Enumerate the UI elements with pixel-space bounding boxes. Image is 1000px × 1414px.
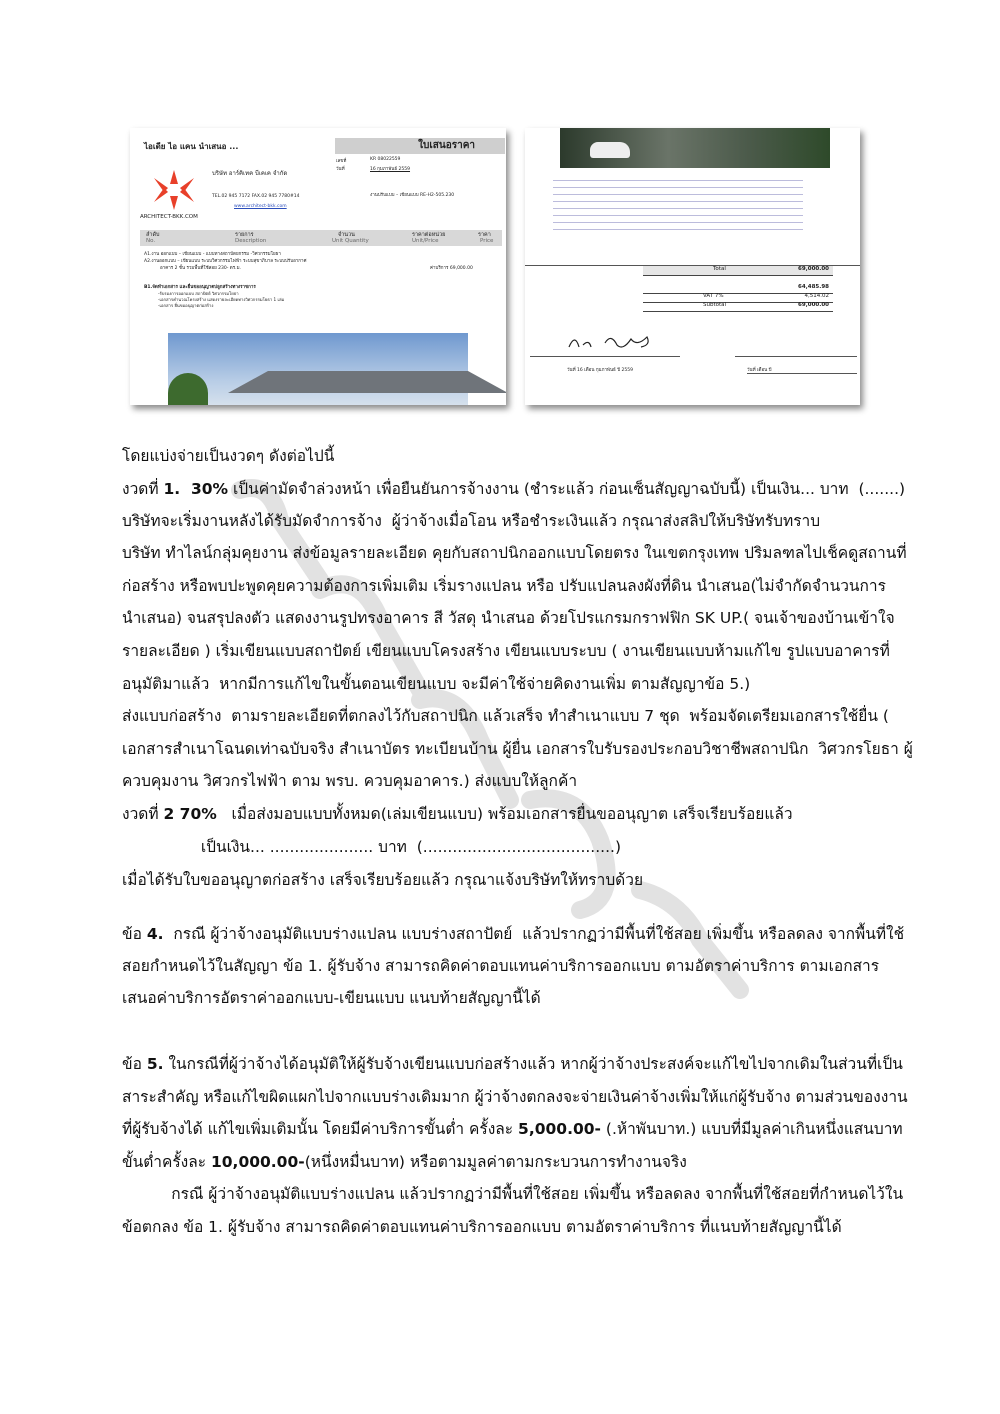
text: เอกสารสำเนาโฉนดเท่าฉบับจริง สำเนาบัตร ทะเบียนบ้าน ผู้ยื่น เอกสารใบรับรองประกอบวิชาชีพสถาปนิก วิศวกรโยธา ผู้ bbox=[122, 740, 913, 758]
quotation-title: ใบเสนอราคา bbox=[335, 138, 505, 154]
item-b1-line: -เอกสาร ยื่นขออนุญาตก่อสร้าง bbox=[158, 303, 214, 308]
col-price: ราคา bbox=[478, 232, 491, 238]
text: โดยแบ่งจ่ายเป็นงวดๆ ดังต่อไปนี้ bbox=[122, 447, 335, 465]
house-render-image bbox=[168, 333, 468, 405]
text: (.ห้าพันบาท.) แบบที่มีมูลค่าเกินหนึ่งแสนบาท bbox=[600, 1120, 903, 1138]
company-name: บริษัท อาร์คิเทค บีเคเค จำกัด bbox=[212, 170, 288, 177]
body-line bbox=[122, 870, 643, 890]
items-table-header bbox=[140, 230, 502, 246]
body-line bbox=[122, 739, 913, 759]
text: เมื่อได้รับใบขออนุญาตก่อสร้าง เสร็จเรียบร้อยแล้ว กรุณาแจ้งบริษัทให้ทราบด้วย bbox=[122, 871, 644, 889]
item-b1: B1.จัดทำเอกสาร และยื่นขออนุญาตปลูกสร้างทางราชการ bbox=[144, 285, 256, 290]
body-line bbox=[122, 956, 879, 976]
col-unit-en: Unit/Price bbox=[412, 238, 439, 244]
signer-date: วันที่ 16 เดือน กุมภาพันธ์ ปี 2559 bbox=[567, 368, 633, 373]
body-line bbox=[122, 479, 905, 499]
col-desc: รายการ bbox=[235, 232, 254, 238]
quotation-image-page2 bbox=[525, 128, 860, 405]
vat-label: VAT 7% bbox=[703, 293, 724, 299]
signature-icon bbox=[565, 331, 685, 353]
subtotal-row bbox=[643, 302, 833, 312]
text: ควบคุมงาน วิศวกรไฟฟ้า ตาม พรบ. ควบคุมอาคาร.) ส่งแบบให้ลูกค้า bbox=[122, 772, 578, 790]
body-line bbox=[122, 804, 793, 824]
bold-text: 5,000.00- bbox=[518, 1120, 601, 1138]
body-line bbox=[122, 924, 904, 944]
company-tel: TEL.02 945 7172 FAX.02 945 7780#14 bbox=[212, 194, 300, 199]
item-b1-line: -รับรองการออกแบบ สถาปัตย์ วิศวกรรมโยธา bbox=[158, 291, 239, 296]
date-label: วันที่ bbox=[336, 167, 345, 172]
body-line bbox=[122, 543, 907, 563]
bold-text: 1. 30% bbox=[163, 480, 229, 498]
text: เป็นค่ามัดจำล่วงหน้า เพื่อยืนยันการจ้างงาน (ชำระแล้ว ก่อนเซ็นสัญญาฉบับนี้) เป็นเงิน... บาท (.......) bbox=[228, 480, 906, 498]
body-line bbox=[122, 706, 889, 726]
text: บริษัท ทำไลน์กลุ่มคุยงาน ส่งข้อมูลรายละเอียด คุยกับสถาปนิกออกแบบโดยตรง ในเขตกรุงเทพ ปริมลฑลไปเช็คดูสถานที่ bbox=[122, 544, 907, 562]
item-a2: A2.งานออกแบบ – เขียนแบบ ระบบวิศวกรรมไฟฟ้า ระบบสุขาภิบาล ระบบปรับอากาศ bbox=[144, 259, 307, 264]
body-line bbox=[122, 988, 541, 1008]
text: สาระสำคัญ หรือแก้ไขผิดแผกไปจากแบบร่างเดิมมาก ผู้ว่าจ้างตกลงจะจ่ายเงินค่าจ้างเพิ่มให้แก่ผู้รับจ้าง ตามส่วนของงาน bbox=[122, 1088, 908, 1106]
body-line bbox=[122, 837, 621, 857]
text: งวดที่ bbox=[122, 805, 164, 823]
signature-line bbox=[530, 356, 680, 357]
vat-value: 4,514.02 bbox=[804, 293, 829, 299]
col-price-en: Price bbox=[480, 238, 494, 244]
col-unit: ราคาต่อหน่วย bbox=[412, 232, 446, 238]
text: สอยกำหนดไว้ในสัญญา ข้อ 1. ผู้รับจ้าง สามารถคิดค่าตอบแทนค่าบริการออกแบบ ตามอัตราค่าบริการ ตามเอกสาร bbox=[122, 957, 880, 975]
body-line bbox=[122, 1087, 908, 1107]
house-render-image bbox=[560, 128, 830, 168]
company-logo-icon bbox=[152, 168, 196, 212]
text: ข้อตกลง ข้อ 1. ผู้รับจ้าง สามารถคิดค่าตอบแทนค่าบริการออกแบบ ตามอัตราค่าบริการ ที่แนบท้ายสัญญานี้ได้ bbox=[122, 1218, 842, 1236]
col-no-en: No. bbox=[146, 238, 156, 244]
body-line bbox=[122, 576, 886, 596]
body-line bbox=[122, 1152, 687, 1172]
bold-text: 2 70% bbox=[163, 805, 217, 823]
text: ในกรณีที่ผู้ว่าจ้างได้อนุมัติให้ผู้รับจ้างเขียนแบบก่อสร้างแล้ว หากผู้ว่าจ้างประสงค์จะแก้ไขไปจากเดิมในส่วนที่เป็น bbox=[163, 1055, 903, 1073]
body-line bbox=[122, 771, 577, 791]
notes-text-block bbox=[553, 176, 803, 232]
text: กรณี ผู้ว่าจ้างอนุมัติแบบร่างแปลน แล้วปรากฏว่ามีพื้นที่ใช้สอย เพิ่มขึ้น หรือลดลง จากพื้นที่ใช้สอยที่กำหนดไว้ใน bbox=[122, 1185, 904, 1203]
col-desc-en: Description bbox=[235, 238, 267, 244]
quotation-image-page1 bbox=[130, 128, 506, 405]
col-qty-en: Unit Quantity bbox=[332, 238, 369, 244]
body-line bbox=[122, 1217, 842, 1237]
text: ข้อ bbox=[122, 1055, 147, 1073]
text: ขั้นต่ำครั้งละ bbox=[122, 1153, 211, 1171]
col-no: ลำดับ bbox=[146, 232, 160, 238]
text: ส่งแบบก่อสร้าง ตามรายละเอียดที่ตกลงไว้กับสถาปนิก แล้วเสร็จ ทำสำเนาแบบ 7 ชุด พร้อมจัดเตรียมเอกสารใช้ยื่น ( bbox=[122, 707, 889, 725]
item-a2-detail: อาคาร 2 ชั้น รวมพื้นที่ใช้สอย 230- ตร.ม. bbox=[160, 266, 241, 271]
bold-text: 10,000.00- bbox=[210, 1153, 305, 1171]
item-price: ค่าบริการ 69,000.00 bbox=[430, 266, 473, 271]
text: งวดที่ bbox=[122, 480, 164, 498]
text: เมื่อส่งมอบแบบทั้งหมด(เล่มเขียนแบบ) พร้อมเอกสารยื่นขออนุญาต เสร็จเรียบร้อยแล้ว bbox=[216, 805, 793, 823]
total-row bbox=[643, 266, 833, 276]
body-line bbox=[122, 641, 890, 661]
doc-no-label: เลขที่ bbox=[336, 159, 347, 164]
text: (หนึ่งหมื่นบาท) หรือตามมูลค่าตามกระบวนการทำงานจริง bbox=[304, 1153, 687, 1171]
body-line bbox=[122, 674, 750, 694]
subtotal-value: 69,000.00 bbox=[798, 302, 829, 308]
item-b1-line: -เอกสารคำนวณโครงสร้าง แสดงรายละเอียดทางวิศวกรรมโยธา 1 เล่ม bbox=[158, 297, 285, 302]
bold-text: 5. bbox=[146, 1055, 164, 1073]
text: รายละเอียด ) เริ่มเขียนแบบสถาปัตย์ เขียนแบบโครงสร้าง เขียนแบบระบบ ( งานเขียนแบบห้ามแก้ไข รูปแบบอาคารที่ bbox=[122, 642, 890, 660]
doc-no: KR 08022559 bbox=[370, 157, 401, 162]
col-qty: จำนวน bbox=[338, 232, 355, 238]
text: เป็นเงิน... ..................... บาท (.......................................) bbox=[122, 838, 621, 856]
doc-date: 16 กุมภาพันธ์ 2559 bbox=[370, 167, 411, 172]
text: กรณี ผู้ว่าจ้างอนุมัติแบบร่างแปลน แบบร่างสถาปัตย์ แล้วปรากฏว่ามีพื้นที่ใช้สอย เพิ่มขึ้น หรือลดลง จากพื้นที่ใช้ bbox=[163, 925, 905, 943]
text: ก่อสร้าง หรือพบปะพูดคุยความต้องการเพิ่มเติม เริ่มรางแปลน หรือ ปรับแปลนลงผังที่ดิน นำเสนอ(ไม่จำกัดจำนวนการ bbox=[122, 577, 886, 595]
project: งานปรับแบบ – เขียนแบบ RE-H2-505.230 bbox=[370, 193, 455, 198]
item-a1: A1.งาน ออกแบบ – เขียนแบบ - แบบทางสถาปัตยกรรม -วิศวกรรมโยธา bbox=[144, 252, 281, 257]
body-line bbox=[122, 511, 820, 531]
slogan: ไอเดีย ไอ แคน นำเสนอ ... bbox=[144, 142, 239, 151]
text: ข้อ bbox=[122, 925, 147, 943]
text: ที่ผู้รับจ้างได้ แก้ไขเพิ่มเติมนั้น โดยมีค่าบริการขั้นต่ำ ครั้งละ bbox=[122, 1120, 519, 1138]
logo-text: ARCHITECT-BKK.COM bbox=[140, 214, 198, 220]
body-line bbox=[122, 446, 334, 466]
body-line bbox=[122, 1119, 903, 1139]
text: นำเสนอ) จนสรุปลงตัว แสดงงานรูปทรงอาคาร สี วัสดุ นำเสนอ ด้วยโปรแกรมกราฟฟิก SK UP.( จนเจ้าของบ้านเข้าใจ bbox=[122, 609, 895, 627]
text: อนุมัติมาแล้ว หากมีการแก้ไขในขั้นตอนเขียนแบบ จะมีค่าใช้จ่ายคิดงานเพิ่ม ตามสัญญาข้อ 5.) bbox=[122, 675, 751, 693]
body-line bbox=[122, 608, 895, 628]
bold-text: 4. bbox=[146, 925, 164, 943]
text: เสนอค่าบริการอัตราค่าออกแบบ-เขียนแบบ แนบท้ายสัญญานี้ได้ bbox=[122, 989, 541, 1007]
company-website: www.architect-bkk.com bbox=[234, 204, 287, 209]
client-date-fields: วันที่ เดือน ปี bbox=[747, 366, 857, 374]
before-vat-value: 64,485.98 bbox=[798, 284, 829, 290]
body-line bbox=[122, 1054, 903, 1074]
body-line bbox=[122, 1184, 903, 1204]
subtotal-label: Subtotal bbox=[703, 302, 727, 308]
signature-line bbox=[735, 356, 857, 357]
total-label: Total bbox=[713, 266, 726, 272]
text: บริษัทจะเริ่มงานหลังได้รับมัดจำการจ้าง ผู้ว่าจ้างเมื่อโอน หรือชำระเงินแล้ว กรุณาส่งสลิปให้บริษัทรับทราบ bbox=[122, 512, 821, 530]
total-value: 69,000.00 bbox=[798, 266, 829, 272]
